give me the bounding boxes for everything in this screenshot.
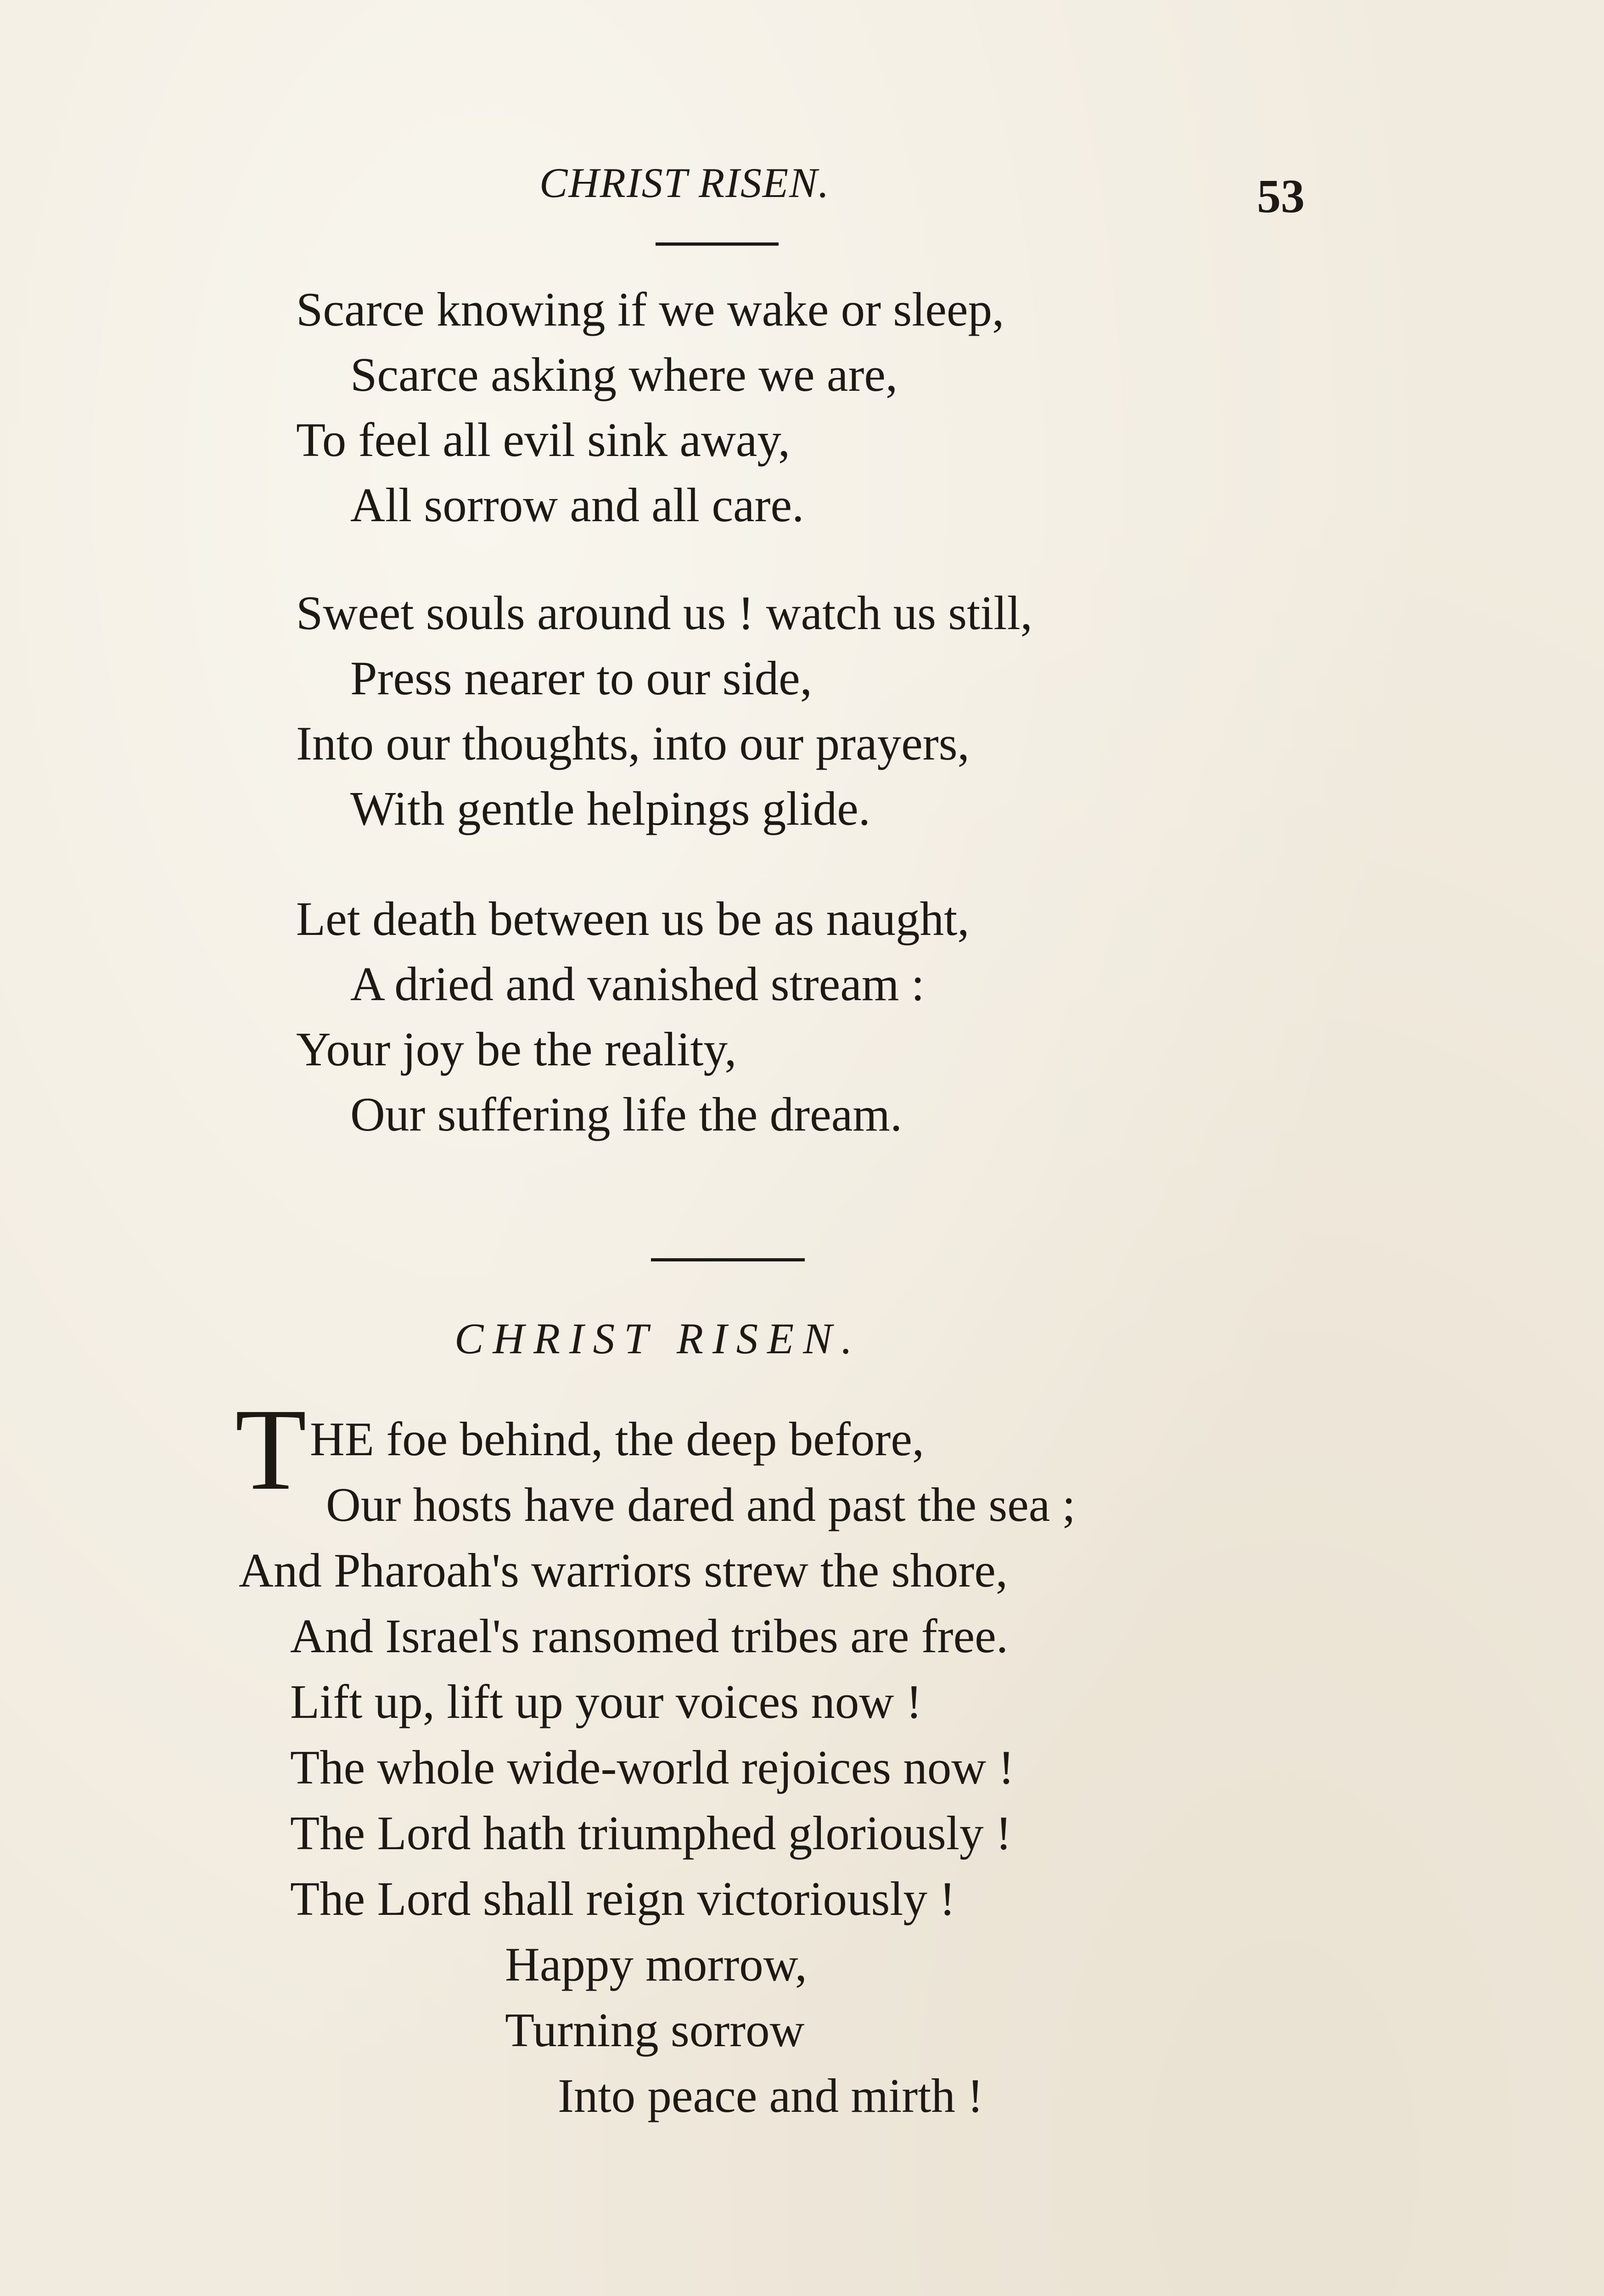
stanza	[296, 277, 1004, 538]
verse-line: Happy morrow,	[505, 1937, 808, 1991]
verse-line: HE foe behind, the deep before,	[310, 1412, 925, 1466]
stanza	[296, 886, 970, 1147]
verse-line: The whole wide-world rejoices now !	[290, 1740, 1015, 1794]
verse-line: Lift up, lift up your voices now !	[290, 1675, 922, 1728]
poem-body	[239, 1406, 1076, 2128]
verse-line: Turning sorrow	[505, 2003, 805, 2057]
running-head-title: CHRIST RISEN.	[539, 159, 830, 206]
verse-line: Your joy be the reality,	[296, 1022, 737, 1076]
verse-line: Into our thoughts, into our prayers,	[296, 716, 970, 770]
header-rule	[656, 242, 779, 246]
verse-line: Sweet souls around us ! watch us still,	[296, 586, 1033, 640]
page-number: 53	[1257, 170, 1305, 223]
verse-line: Scarce knowing if we wake or sleep,	[296, 282, 1004, 336]
verse-line: All sorrow and all care.	[350, 478, 804, 532]
verse-line: A dried and vanished stream :	[350, 957, 925, 1011]
verse-line: And Pharoah's warriors strew the shore,	[239, 1543, 1008, 1597]
verse-line: Let death between us be as naught,	[296, 892, 970, 945]
verse-line: The Lord shall reign victoriously !	[290, 1872, 956, 1925]
verse-line: Our hosts have dared and past the sea ;	[326, 1478, 1076, 1531]
verse-line: With gentle helpings glide.	[350, 782, 871, 835]
stanza	[296, 580, 1032, 841]
verse-line: To feel all evil sink away,	[296, 413, 791, 467]
verse-line: And Israel's ransomed tribes are free.	[290, 1609, 1009, 1663]
section-divider	[651, 1258, 805, 1261]
verse-line: Scarce asking where we are,	[350, 348, 898, 401]
drop-cap: T	[235, 1385, 307, 1514]
verse-line: Press nearer to our side,	[350, 651, 812, 705]
poem-title: CHRIST RISEN.	[454, 1314, 862, 1363]
verse-line: The Lord hath triumphed gloriously !	[290, 1806, 1012, 1860]
verse-line: Into peace and mirth !	[558, 2069, 984, 2122]
verse-line: Our suffering life the dream.	[350, 1087, 903, 1141]
